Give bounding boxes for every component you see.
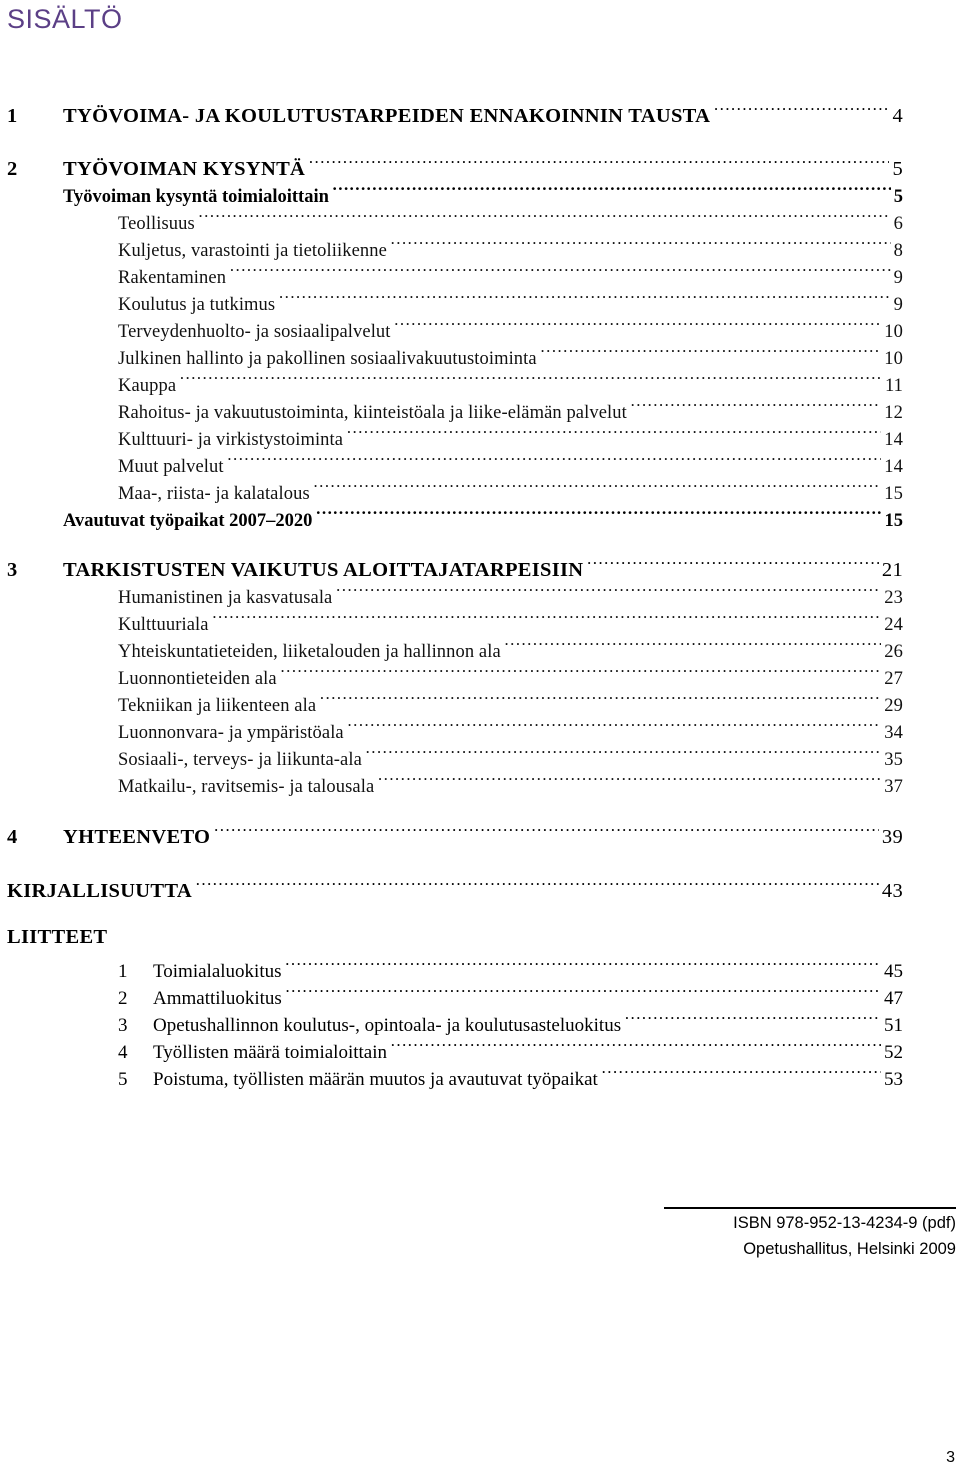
page-ref: 9 [893, 295, 903, 315]
leader-dots [601, 1059, 881, 1085]
entry-title: Kulttuuriala [118, 615, 209, 635]
appendix-number: 1 [118, 961, 128, 982]
leader-dots [365, 739, 881, 765]
page-ref: 23 [884, 588, 903, 608]
entry-title: Humanistinen ja kasvatusala [118, 588, 333, 608]
appendix-number: 5 [118, 1069, 128, 1090]
leader-dots [319, 685, 881, 711]
toc-entry[interactable] [118, 419, 903, 450]
toc-entry[interactable] [118, 203, 903, 234]
leader-dots [285, 951, 882, 977]
entry-title: Kuljetus, varastointi ja tietoliikenne [118, 241, 387, 261]
entry-title: Sosiaali-, terveys- ja liikunta-ala [118, 750, 362, 770]
leader-dots [198, 203, 891, 229]
page-ref: 5 [893, 187, 903, 207]
page-title: SISÄLTÖ [7, 4, 123, 34]
page-ref: 34 [884, 723, 903, 743]
page-ref: 53 [884, 1069, 903, 1090]
entry-title: Yhteiskuntatieteiden, liiketalouden ja hallinnon ala [118, 642, 501, 662]
appendix-item[interactable] [118, 1005, 903, 1036]
page-ref: 39 [881, 826, 903, 848]
appendix-number: 2 [118, 988, 128, 1009]
appendix-item[interactable] [118, 1032, 903, 1063]
entry-title: Rakentaminen [118, 268, 227, 288]
leader-dots [308, 149, 889, 175]
section-number: 4 [7, 826, 18, 848]
entry-title: Terveydenhuolto- ja sosiaalipalvelut [118, 322, 391, 342]
page-ref: 52 [884, 1042, 903, 1063]
toc-entry[interactable] [118, 685, 903, 716]
entry-title: Teollisuus [118, 214, 195, 234]
leader-dots [390, 230, 891, 256]
page-ref: 24 [884, 615, 903, 635]
entry-title: Avautuvat työpaikat 2007–2020 [63, 511, 313, 531]
leader-dots [624, 1005, 881, 1031]
appendix-title: Ammattiluokitus [153, 988, 282, 1009]
section-number: 3 [7, 559, 18, 581]
toc-entry[interactable] [118, 577, 903, 608]
leader-dots [195, 871, 879, 897]
appendix-title: Opetushallinnon koulutus-, opintoala- ja koulutusasteluokitus [153, 1015, 622, 1036]
leader-dots [229, 257, 891, 283]
leader-dots [346, 419, 881, 445]
section-number: 1 [7, 105, 18, 127]
page-ref: 15 [884, 484, 903, 504]
entry-title: Rahoitus- ja vakuutustoiminta, kiinteistöala ja liike-elämän palvelut [118, 403, 627, 423]
leader-dots [332, 176, 891, 202]
toc-entry[interactable] [118, 311, 903, 342]
appendix-number: 4 [118, 1042, 128, 1063]
entry-title: Muut palvelut [118, 457, 224, 477]
leader-dots [586, 550, 878, 576]
page-ref: 45 [884, 961, 903, 982]
leader-dots [315, 500, 881, 526]
page-ref: 12 [884, 403, 903, 423]
appendix-title: Työllisten määrä toimialoittain [153, 1042, 388, 1063]
toc-section-4[interactable] [7, 817, 903, 848]
toc-entry[interactable] [63, 500, 903, 531]
leader-dots [390, 1032, 881, 1058]
entry-title: Luonnonvara- ja ympäristöala [118, 723, 344, 743]
section-title: TARKISTUSTEN VAIKUTUS ALOITTAJATARPEISIIN [63, 559, 584, 581]
leader-dots [179, 365, 882, 391]
entry-title: Julkinen hallinto ja pakollinen sosiaalivakuutustoiminta [118, 349, 537, 369]
leader-dots [285, 978, 881, 1004]
toc-section-3[interactable] [7, 550, 903, 581]
toc-entry[interactable] [118, 446, 903, 477]
page-ref: 51 [884, 1015, 903, 1036]
toc-entry[interactable] [63, 176, 903, 207]
toc-entry[interactable] [118, 604, 903, 635]
leader-dots [504, 631, 882, 657]
page-ref: 8 [893, 241, 903, 261]
toc-entry[interactable] [118, 631, 903, 662]
page-ref: 4 [892, 105, 903, 127]
page-ref: 26 [884, 642, 903, 662]
appendix-title: Poistuma, työllisten määrän muutos ja avautuvat työpaikat [153, 1069, 598, 1090]
footer-rule [664, 1207, 956, 1209]
entry-title: Koulutus ja tutkimus [118, 295, 276, 315]
appendices-heading: LIITTEET [7, 926, 108, 948]
entry-title: Maa-, riista- ja kalatalous [118, 484, 310, 504]
page-ref: 5 [892, 158, 903, 180]
page-number: 3 [946, 1449, 955, 1466]
page-ref: 11 [884, 376, 903, 396]
toc-section-1[interactable] [7, 96, 903, 127]
entry-title: Kauppa [118, 376, 177, 396]
toc-entry[interactable] [118, 658, 903, 689]
section-title: YHTEENVETO [63, 826, 211, 848]
appendix-number: 3 [118, 1015, 128, 1036]
leader-dots [335, 577, 881, 603]
leader-dots [278, 284, 890, 310]
toc-entry[interactable] [118, 365, 903, 396]
leader-dots [347, 712, 882, 738]
leader-dots [212, 604, 882, 630]
appendix-item[interactable] [118, 951, 903, 982]
page-ref: 14 [884, 457, 903, 477]
leader-dots [280, 658, 882, 684]
isbn-text: ISBN 978-952-13-4234-9 (pdf) [733, 1214, 956, 1232]
page-ref: 47 [884, 988, 903, 1009]
toc-entry[interactable] [118, 766, 903, 797]
section-title: TYÖVOIMAN KYSYNTÄ [63, 158, 306, 180]
toc-entry[interactable] [118, 712, 903, 743]
leader-dots [377, 766, 881, 792]
toc-entry[interactable] [118, 473, 903, 504]
entry-title: Tekniikan ja liikenteen ala [118, 696, 317, 716]
page-ref: 35 [884, 750, 903, 770]
leader-dots [630, 392, 881, 418]
page-ref: 27 [884, 669, 903, 689]
leader-dots [227, 446, 882, 472]
entry-title: Luonnontieteiden ala [118, 669, 277, 689]
section-number: 2 [7, 158, 18, 180]
entry-title: Kulttuuri- ja virkistystoiminta [118, 430, 344, 450]
toc-references[interactable] [7, 871, 903, 902]
leader-dots [313, 473, 882, 499]
page-ref: 14 [884, 430, 903, 450]
toc-entry[interactable] [118, 739, 903, 770]
entry-title: Matkailu-, ravitsemis- ja talousala [118, 777, 375, 797]
appendix-item[interactable] [118, 1059, 903, 1090]
toc-entry[interactable] [118, 230, 903, 261]
leader-dots [713, 96, 889, 122]
leader-dots [540, 338, 882, 364]
page-ref: 9 [893, 268, 903, 288]
toc-entry[interactable] [118, 257, 903, 288]
appendix-title: Toimialaluokitus [153, 961, 282, 982]
publisher-text: Opetushallitus, Helsinki 2009 [743, 1240, 956, 1258]
toc-section-2[interactable] [7, 149, 903, 180]
page-ref: 6 [893, 214, 903, 234]
page-ref: 37 [884, 777, 903, 797]
toc-entry[interactable] [118, 284, 903, 315]
page-ref: 10 [884, 349, 903, 369]
page-ref: 43 [881, 880, 903, 902]
appendix-item[interactable] [118, 978, 903, 1009]
page-ref: 29 [884, 696, 903, 716]
toc-entry[interactable] [118, 338, 903, 369]
page-ref: 10 [884, 322, 903, 342]
toc-entry[interactable] [118, 392, 903, 423]
entry-title: Työvoiman kysyntä toimialoittain [63, 187, 329, 207]
leader-dots [394, 311, 882, 337]
page-ref: 15 [884, 511, 903, 531]
page-ref: 21 [881, 559, 903, 581]
leader-dots [213, 817, 879, 843]
section-title: KIRJALLISUUTTA [7, 880, 192, 902]
section-title: TYÖVOIMA- JA KOULUTUSTARPEIDEN ENNAKOINNIN TAUSTA [63, 105, 711, 127]
